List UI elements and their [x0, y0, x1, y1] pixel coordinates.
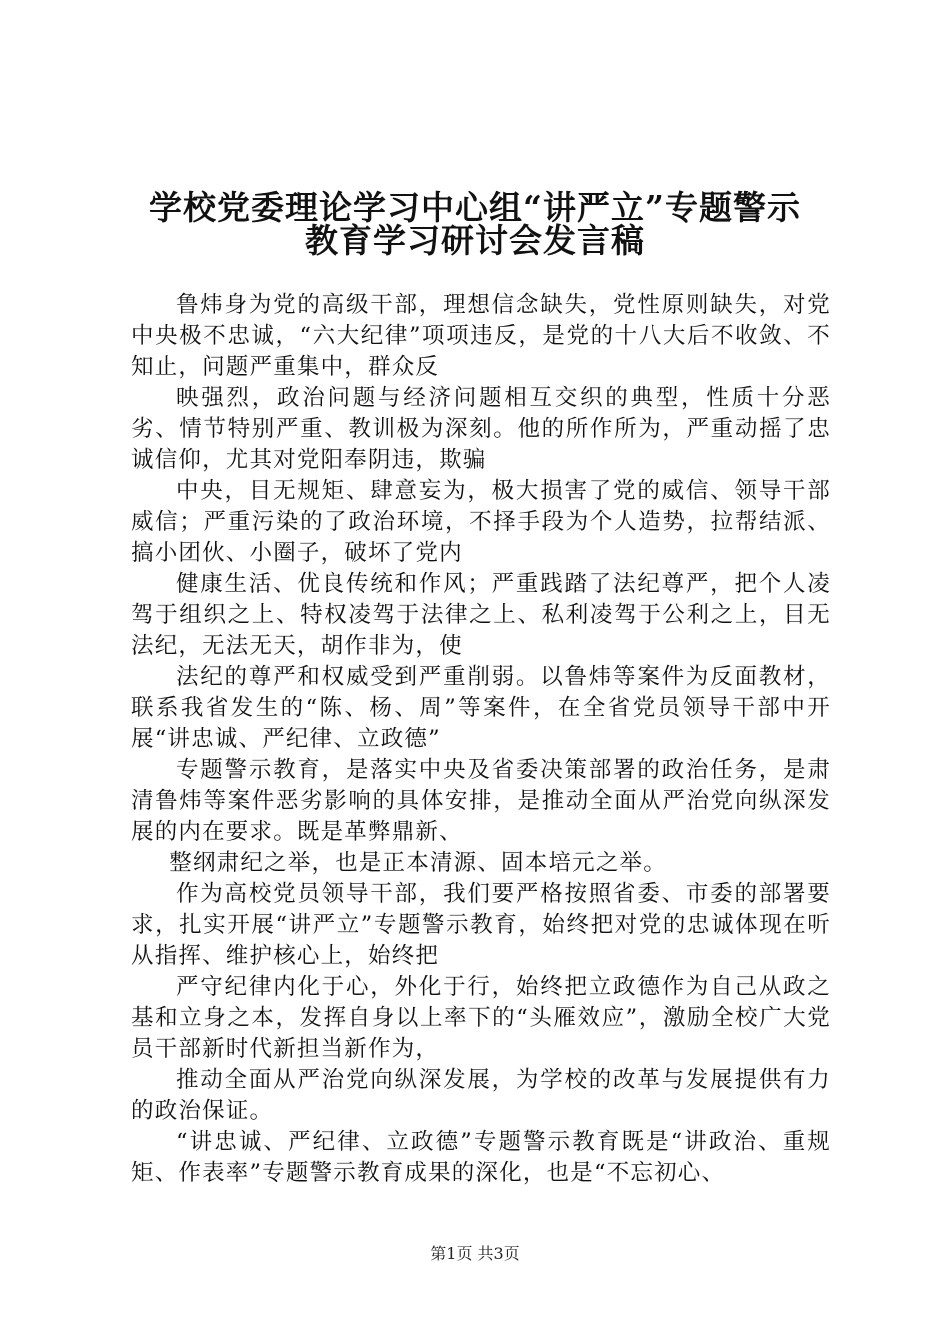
paragraph-2: 映强烈，政治问题与经济问题相互交织的典型，性质十分恶劣、情节特别严重、教训极为深刻。他的所作所为，严重动摇了忠诚信仰，尤其对党阳奉阴违，欺骗	[131, 385, 831, 473]
paragraph-1: 鲁炜身为党的高级干部，理想信念缺失，党性原则缺失，对党中央极不忠诚，“六大纪律”项项违反，是党的十八大后不收敛、不知止，问题严重集中，群众反	[131, 292, 831, 380]
document-title-line-2: 教育学习研讨会发言稿	[305, 221, 645, 260]
paragraph-5: 法纪的尊严和权威受到严重削弱。以鲁炜等案件为反面教材，联系我省发生的“陈、杨、周”等案件，在全省党员领导干部中开展“讲忠诚、严纪律、立政德”	[131, 664, 831, 752]
page-footer: 第1页 共3页	[430, 1244, 520, 1263]
paragraph-8: 作为高校党员领导干部，我们要严格按照省委、市委的部署要求，扎实开展“讲严立”专题警示教育，始终把对党的忠诚体现在听从指挥、维护核心上，始终把	[131, 881, 831, 969]
paragraph-3: 中央，目无规矩、肆意妄为，极大损害了党的威信、领导干部威信；严重污染的了政治环境，不择手段为个人造势，拉帮结派、搞小团伙、小圈子，破坏了党内	[131, 478, 831, 566]
document-body	[131, 290, 831, 1189]
paragraph-9: 严守纪律内化于心，外化于行，始终把立政德作为自己从政之基和立身之本，发挥自身以上率下的“头雁效应”，激励全校广大党员干部新时代新担当新作为，	[131, 974, 831, 1062]
document-title-line-1: 学校党委理论学习中心组“讲严立”专题警示	[149, 188, 801, 227]
paragraph-10: 推动全面从严治党向纵深发展，为学校的改革与发展提供有力的政治保证。	[131, 1067, 831, 1124]
paragraph-4: 健康生活、优良传统和作风；严重践踏了法纪尊严，把个人凌驾于组织之上、特权凌驾于法律之上、私利凌驾于公利之上，目无法纪，无法无天，胡作非为，使	[131, 571, 831, 659]
paragraph-6: 专题警示教育，是落实中央及省委决策部署的政治任务，是肃清鲁炜等案件恶劣影响的具体安排，是推动全面从严治党向纵深发展的内在要求。既是革弊鼎新、	[131, 757, 831, 845]
paragraph-11: “讲忠诚、严纪律、立政德”专题警示教育既是“讲政治、重规矩、作表率”专题警示教育成果的深化，也是“不忘初心、	[131, 1129, 831, 1186]
paragraph-7: 整纲肃纪之举，也是正本清源、固本培元之举。	[169, 850, 667, 876]
